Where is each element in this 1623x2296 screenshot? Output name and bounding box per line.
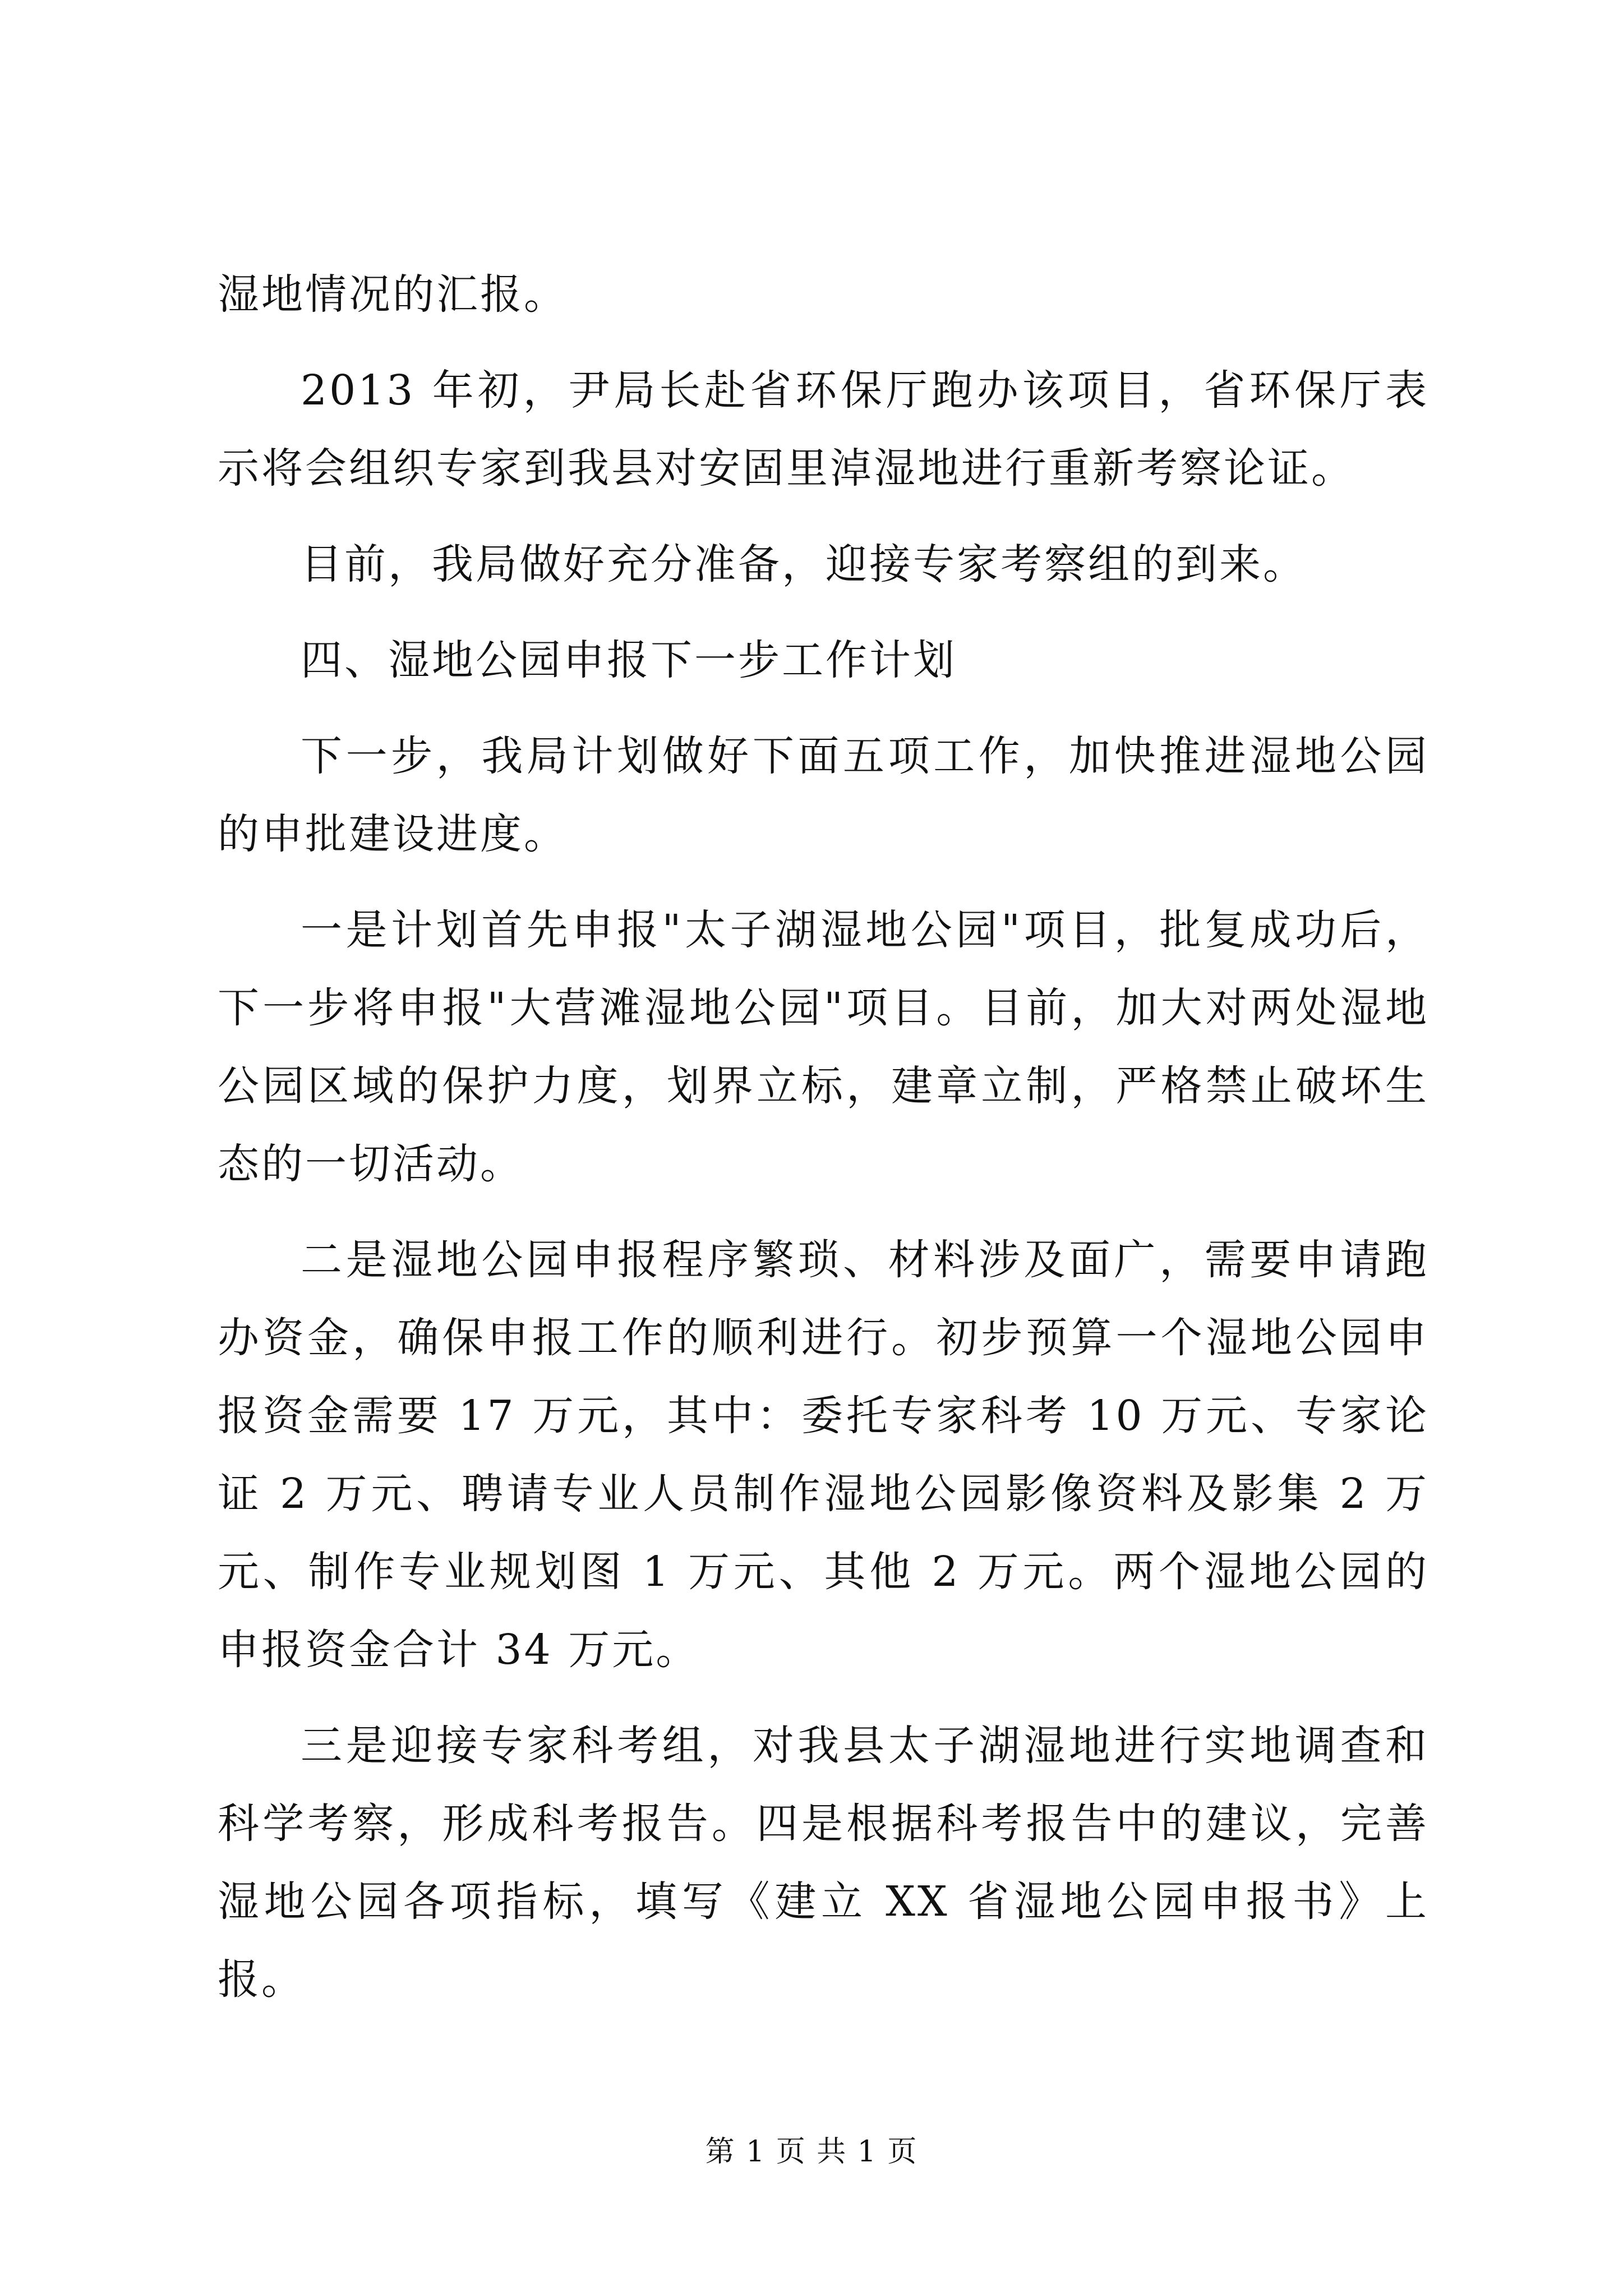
paragraph: 下一步，我局计划做好下面五项工作，加快推进湿地公园的申批建设进度。 <box>218 732 1429 858</box>
page-number-footer: 第 1 页 共 1 页 <box>705 2135 918 2169</box>
paragraph: 三是迎接专家科考组，对我县太子湖湿地进行实地调查和科学考察，形成科考报告。四是根据科考报告中的建议，完善湿地公园各项指标，填写《建立 XX 省湿地公园申报书》上报。 <box>218 1722 1429 2004</box>
paragraph: 2013 年初，尹局长赴省环保厅跑办该项目，省环保厅表示将会组织专家到我县对安固里淖湿地进行重新考察论证。 <box>218 366 1429 493</box>
paragraph: 二是湿地公园申报程序繁琐、材料涉及面广，需要申请跑办资金，确保申报工作的顺利进行。初步预算一个湿地公园申报资金需要 17 万元，其中：委托专家科考 10 万元、专家论证 2 万元、聘请专业人员制作湿地公园影像资料及影集 2 万元、制作专业规划图 1 万元、其他 2 万元。两个湿地公园的申报资金合计 34 万元。 <box>218 1236 1429 1674</box>
paragraph: 目前，我局做好充分准备，迎接专家考察组的到来。 <box>301 540 1307 588</box>
section-heading: 四、湿地公园申报下一步工作计划 <box>301 636 957 684</box>
document-body <box>218 256 1429 2037</box>
paragraph: 湿地情况的汇报。 <box>218 270 568 319</box>
paragraph: 一是计划首先申报"太子湖湿地公园"项目，批复成功后，下一步将申报"大营滩湿地公园"项目。目前，加大对两处湿地公园区域的保护力度，划界立标，建章立制，严格禁止破坏生态的一切活动。 <box>218 906 1429 1188</box>
